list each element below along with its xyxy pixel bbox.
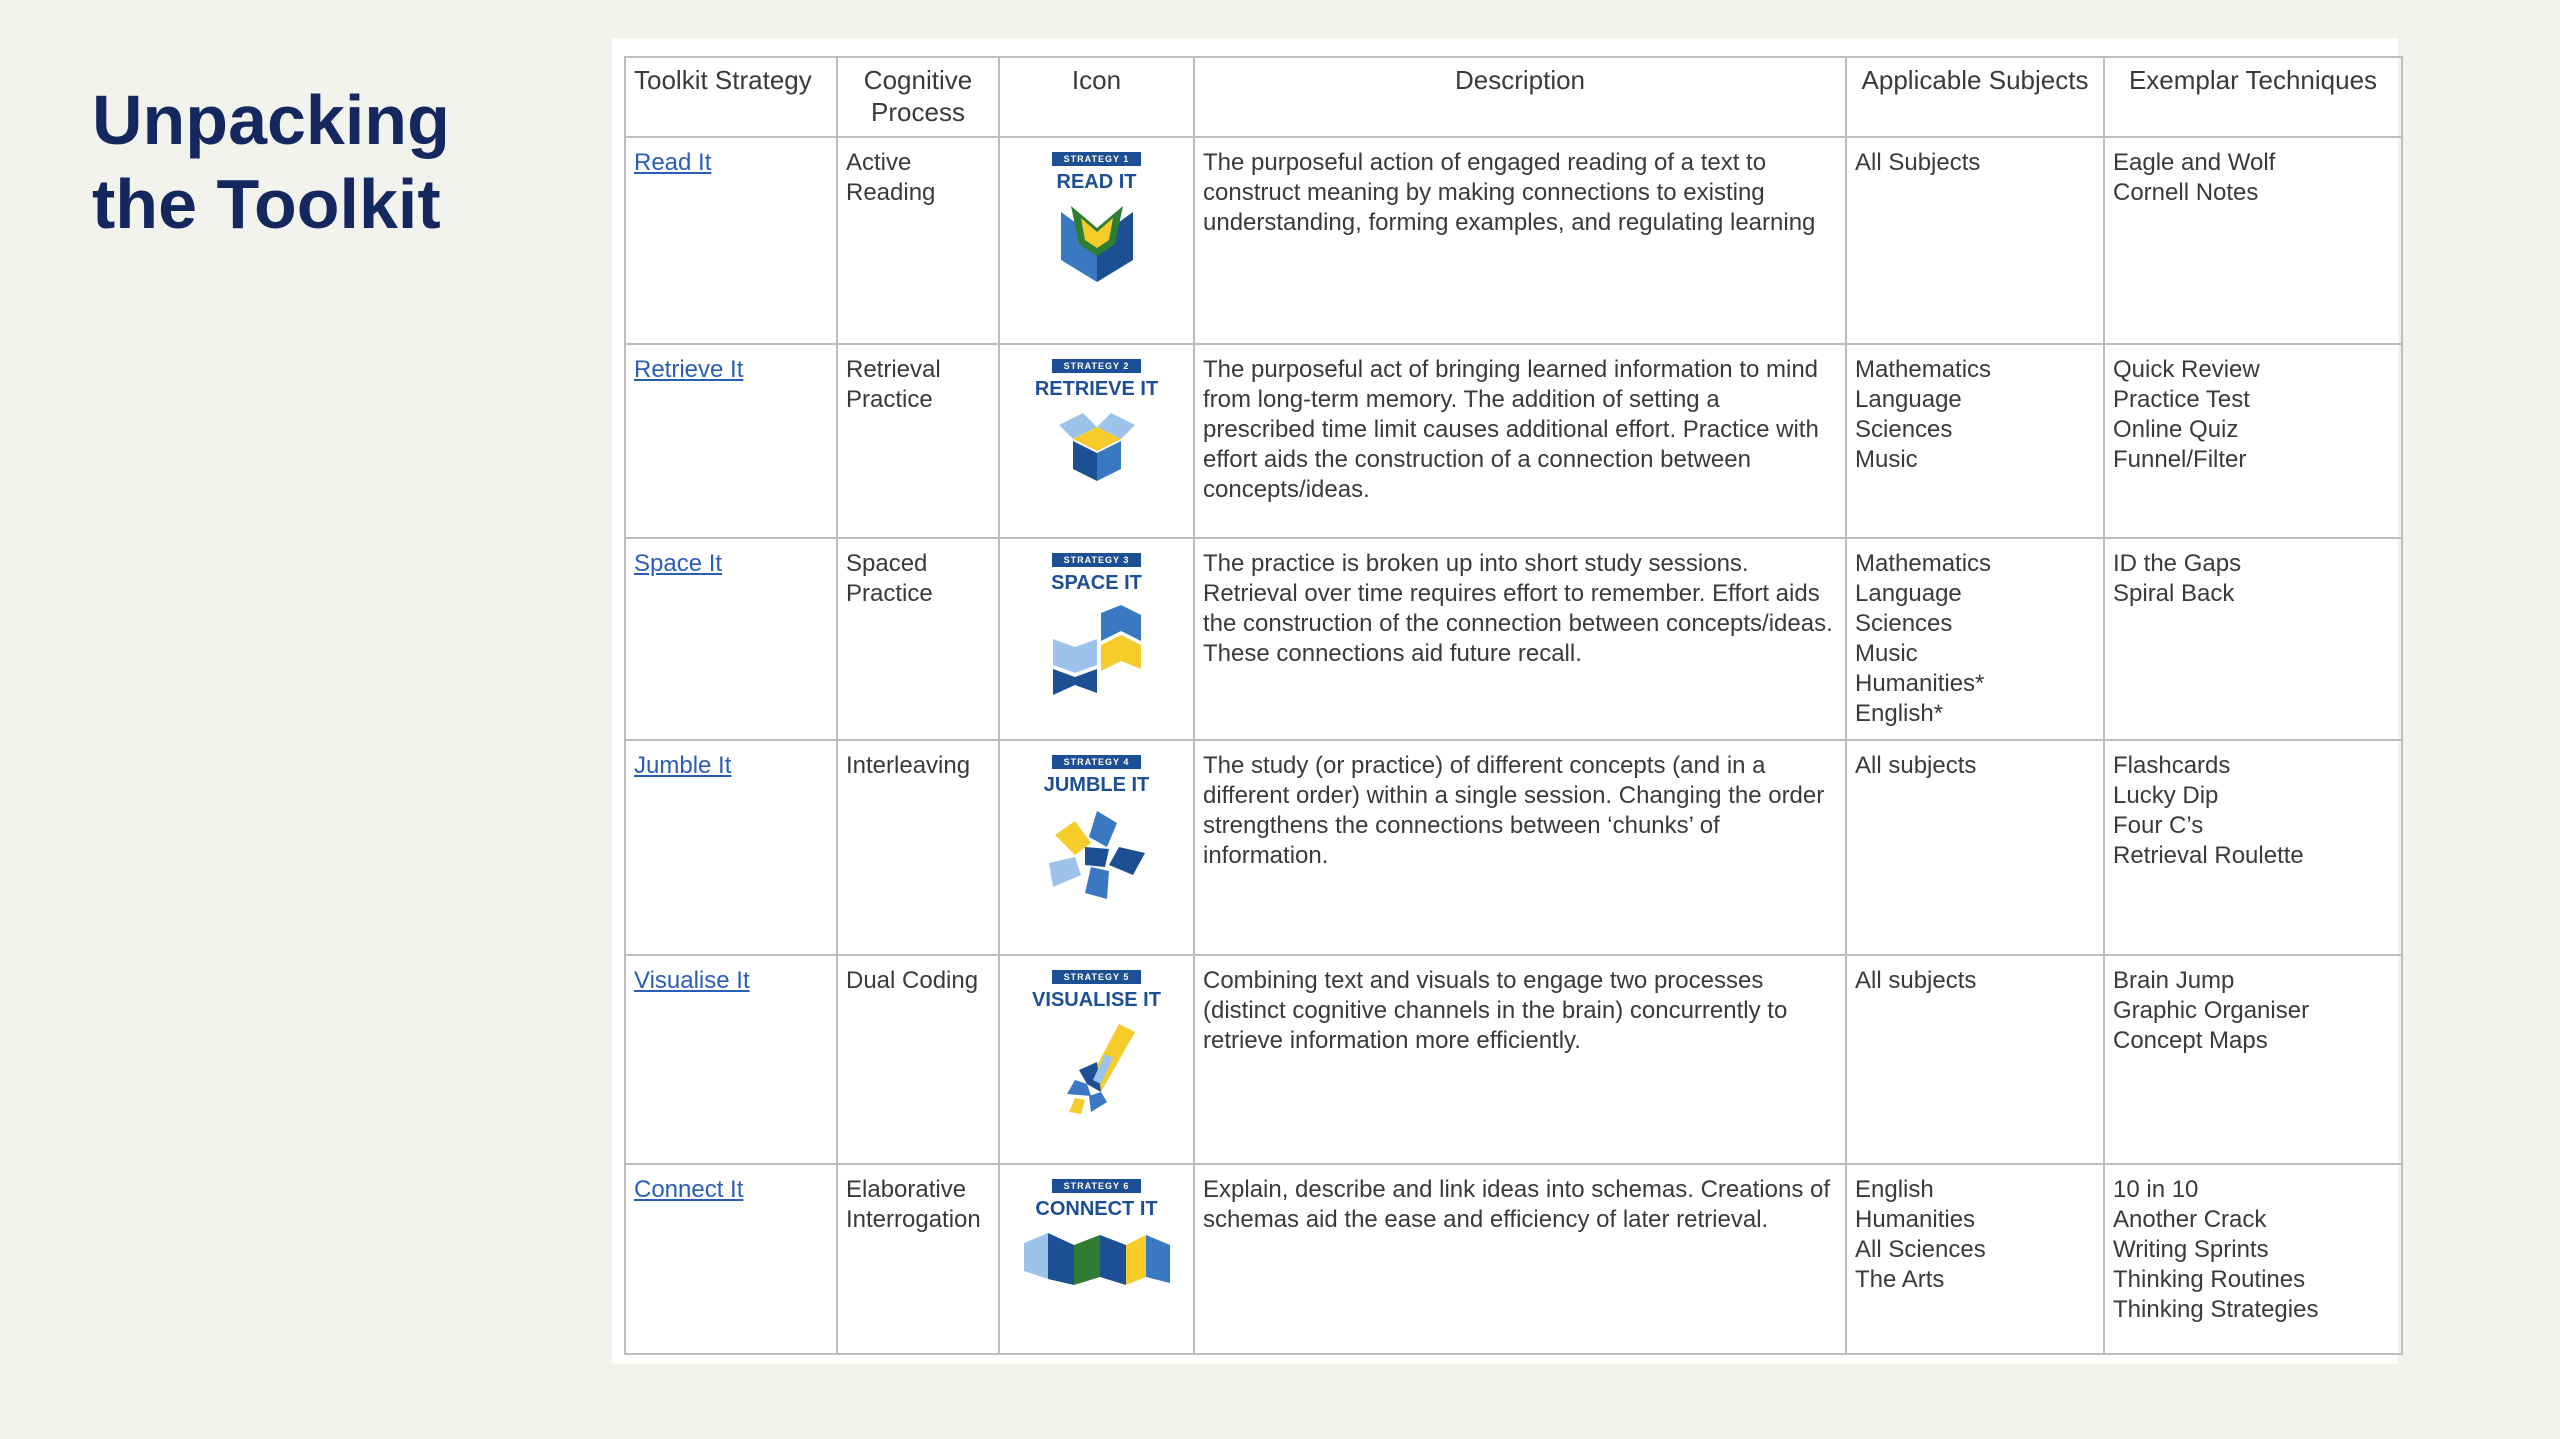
description-cell: The study (or practice) of different concepts (and in a different order) within a single session. Changing the order strengthens the connections between ‘chunks’ of information. bbox=[1194, 740, 1846, 955]
subject-item: English bbox=[1855, 1176, 1934, 1203]
subject-item: Humanities bbox=[1855, 1206, 1976, 1233]
strategy-link[interactable]: Space It bbox=[634, 550, 723, 577]
description-cell: The purposeful action of engaged reading of a text to construct meaning by making connections to existing understanding, forming examples, and regulating learning bbox=[1194, 137, 1846, 344]
technique-item: Thinking Strategies bbox=[2113, 1296, 2319, 1323]
table-row bbox=[625, 137, 2402, 344]
technique-item: Quick Review bbox=[2113, 356, 2260, 383]
cognitive-process-line: Interleaving bbox=[846, 752, 971, 779]
strategy-link[interactable]: Read It bbox=[634, 149, 712, 176]
header-description: Description bbox=[1194, 57, 1846, 137]
strategy-cell bbox=[625, 955, 837, 1164]
technique-item: Spiral Back bbox=[2113, 580, 2235, 607]
header-exemplar-techniques: Exemplar Techniques bbox=[2104, 57, 2402, 137]
technique-item: Eagle and Wolf bbox=[2113, 149, 2276, 176]
technique-item: Four C’s bbox=[2113, 812, 2204, 839]
table-row bbox=[625, 538, 2402, 740]
technique-item: Concept Maps bbox=[2113, 1027, 2268, 1054]
technique-item: Writing Sprints bbox=[2113, 1236, 2269, 1263]
applicable-subjects-cell bbox=[1846, 955, 2104, 1164]
icon-cell bbox=[999, 538, 1194, 740]
icon-cell bbox=[999, 344, 1194, 538]
header-cognitive-process: Cognitive Process bbox=[837, 57, 999, 137]
technique-item: Retrieval Roulette bbox=[2113, 842, 2304, 869]
subject-item: All Sciences bbox=[1855, 1236, 1986, 1263]
cognitive-process-cell bbox=[837, 137, 999, 344]
exemplar-techniques-cell bbox=[2104, 955, 2402, 1164]
page-title: Unpacking the Toolkit bbox=[92, 81, 450, 243]
cognitive-process-line: Interrogation bbox=[846, 1206, 981, 1233]
technique-item: Graphic Organiser bbox=[2113, 997, 2310, 1024]
technique-item: Another Crack bbox=[2113, 1206, 2267, 1233]
cognitive-process-cell bbox=[837, 538, 999, 740]
technique-item: ID the Gaps bbox=[2113, 550, 2242, 577]
subject-item: All subjects bbox=[1855, 752, 1977, 779]
applicable-subjects-cell bbox=[1846, 137, 2104, 344]
toolkit-table-card bbox=[612, 38, 2398, 1364]
description-cell: Combining text and visuals to engage two processes (distinct cognitive channels in the brain) concurrently to retrieve information more efficiently. bbox=[1194, 955, 1846, 1164]
rocket-icon bbox=[1057, 1022, 1137, 1122]
cognitive-process-line: Active bbox=[846, 149, 912, 176]
description-cell: The purposeful act of bringing learned information to mind from long-term memory. The addition of setting a prescribed time limit causes additional effort. Practice with effort aids the construction of a connection between concepts/ideas. bbox=[1194, 344, 1846, 538]
strategy-icon-name: JUMBLE IT bbox=[1043, 774, 1150, 796]
header-toolkit-strategy: Toolkit Strategy bbox=[625, 57, 837, 137]
strategy-link[interactable]: Visualise It bbox=[634, 967, 750, 994]
open-book-icon bbox=[1055, 204, 1139, 292]
cognitive-process-line: Elaborative bbox=[846, 1176, 967, 1203]
subject-item: All subjects bbox=[1855, 967, 1977, 994]
strategy-icon-name: RETRIEVE IT bbox=[1034, 378, 1159, 400]
exemplar-techniques-cell bbox=[2104, 137, 2402, 344]
exemplar-techniques-cell bbox=[2104, 344, 2402, 538]
strategy-icon-name: READ IT bbox=[1056, 171, 1137, 193]
technique-item: Practice Test bbox=[2113, 386, 2250, 413]
cognitive-process-line: Reading bbox=[846, 179, 936, 206]
table-row bbox=[625, 344, 2402, 538]
subject-item: Mathematics bbox=[1855, 356, 1992, 383]
icon-cell bbox=[999, 740, 1194, 955]
subject-item: Mathematics bbox=[1855, 550, 1992, 577]
subject-item: Sciences bbox=[1855, 416, 1953, 443]
strategy-icon-name: SPACE IT bbox=[1051, 572, 1142, 594]
cognitive-process-line: Spaced bbox=[846, 550, 928, 577]
technique-item: Online Quiz bbox=[2113, 416, 2239, 443]
technique-item: Brain Jump bbox=[2113, 967, 2235, 994]
icon-cell bbox=[999, 955, 1194, 1164]
strategy-cell bbox=[625, 538, 837, 740]
cognitive-process-cell bbox=[837, 740, 999, 955]
subject-item: English* bbox=[1855, 700, 1944, 727]
subject-item: Language bbox=[1855, 580, 1962, 607]
subject-item: Sciences bbox=[1855, 610, 1953, 637]
strategy-cell bbox=[625, 137, 837, 344]
applicable-subjects-cell bbox=[1846, 538, 2104, 740]
strategy-icon-name: VISUALISE IT bbox=[1032, 989, 1161, 1011]
pinwheel-icon bbox=[1045, 807, 1149, 911]
strategy-link[interactable]: Jumble It bbox=[634, 752, 732, 779]
subject-item: Humanities* bbox=[1855, 670, 1985, 697]
technique-item: Flashcards bbox=[2113, 752, 2231, 779]
strategy-cell bbox=[625, 1164, 837, 1354]
table-header-row bbox=[625, 57, 2402, 137]
cognitive-process-line: Retrieval bbox=[846, 356, 941, 383]
strategy-badge: STRATEGY 6 bbox=[1052, 1179, 1142, 1193]
strategy-badge: STRATEGY 2 bbox=[1052, 359, 1142, 373]
open-box-icon bbox=[1049, 411, 1145, 491]
cognitive-process-line: Practice bbox=[846, 386, 933, 413]
exemplar-techniques-cell bbox=[2104, 538, 2402, 740]
header-applicable-subjects: Applicable Subjects bbox=[1846, 57, 2104, 137]
technique-item: Lucky Dip bbox=[2113, 782, 2219, 809]
technique-item: Thinking Routines bbox=[2113, 1266, 2306, 1293]
strategy-badge: STRATEGY 4 bbox=[1052, 755, 1142, 769]
strategy-icon-name: CONNECT IT bbox=[1035, 1198, 1158, 1220]
icon-cell bbox=[999, 1164, 1194, 1354]
description-cell: The practice is broken up into short study sessions. Retrieval over time requires effort to remember. Effort aids the construction of the connection between concepts/ideas. These connections aid future recall. bbox=[1194, 538, 1846, 740]
cognitive-process-line: Practice bbox=[846, 580, 933, 607]
toolkit-table bbox=[624, 56, 2403, 1355]
subject-item: Music bbox=[1855, 446, 1918, 473]
cognitive-process-cell bbox=[837, 344, 999, 538]
cognitive-process-cell bbox=[837, 1164, 999, 1354]
subject-item: Language bbox=[1855, 386, 1962, 413]
technique-item: Funnel/Filter bbox=[2113, 446, 2247, 473]
strategy-cell bbox=[625, 740, 837, 955]
applicable-subjects-cell bbox=[1846, 344, 2104, 538]
strategy-cell bbox=[625, 344, 837, 538]
subject-item: All Subjects bbox=[1855, 149, 1981, 176]
table-row bbox=[625, 955, 2402, 1164]
table-row bbox=[625, 1164, 2402, 1354]
strategy-badge: STRATEGY 1 bbox=[1052, 152, 1142, 166]
cognitive-process-line: Dual Coding bbox=[846, 967, 979, 994]
folded-map-icon bbox=[1022, 1231, 1172, 1295]
applicable-subjects-cell bbox=[1846, 1164, 2104, 1354]
strategy-link[interactable]: Connect It bbox=[634, 1176, 744, 1203]
exemplar-techniques-cell bbox=[2104, 740, 2402, 955]
strategy-badge: STRATEGY 3 bbox=[1052, 553, 1142, 567]
applicable-subjects-cell bbox=[1846, 740, 2104, 955]
stacked-blocks-icon bbox=[1049, 605, 1145, 705]
technique-item: Cornell Notes bbox=[2113, 179, 2259, 206]
subject-item: The Arts bbox=[1855, 1266, 1945, 1293]
exemplar-techniques-cell bbox=[2104, 1164, 2402, 1354]
cognitive-process-cell bbox=[837, 955, 999, 1164]
subject-item: Music bbox=[1855, 640, 1918, 667]
description-cell: Explain, describe and link ideas into schemas. Creations of schemas aid the ease and efficiency of later retrieval. bbox=[1194, 1164, 1846, 1354]
technique-item: 10 in 10 bbox=[2113, 1176, 2199, 1203]
strategy-link[interactable]: Retrieve It bbox=[634, 356, 744, 383]
icon-cell bbox=[999, 137, 1194, 344]
strategy-badge: STRATEGY 5 bbox=[1052, 970, 1142, 984]
header-icon: Icon bbox=[999, 57, 1194, 137]
table-row bbox=[625, 740, 2402, 955]
